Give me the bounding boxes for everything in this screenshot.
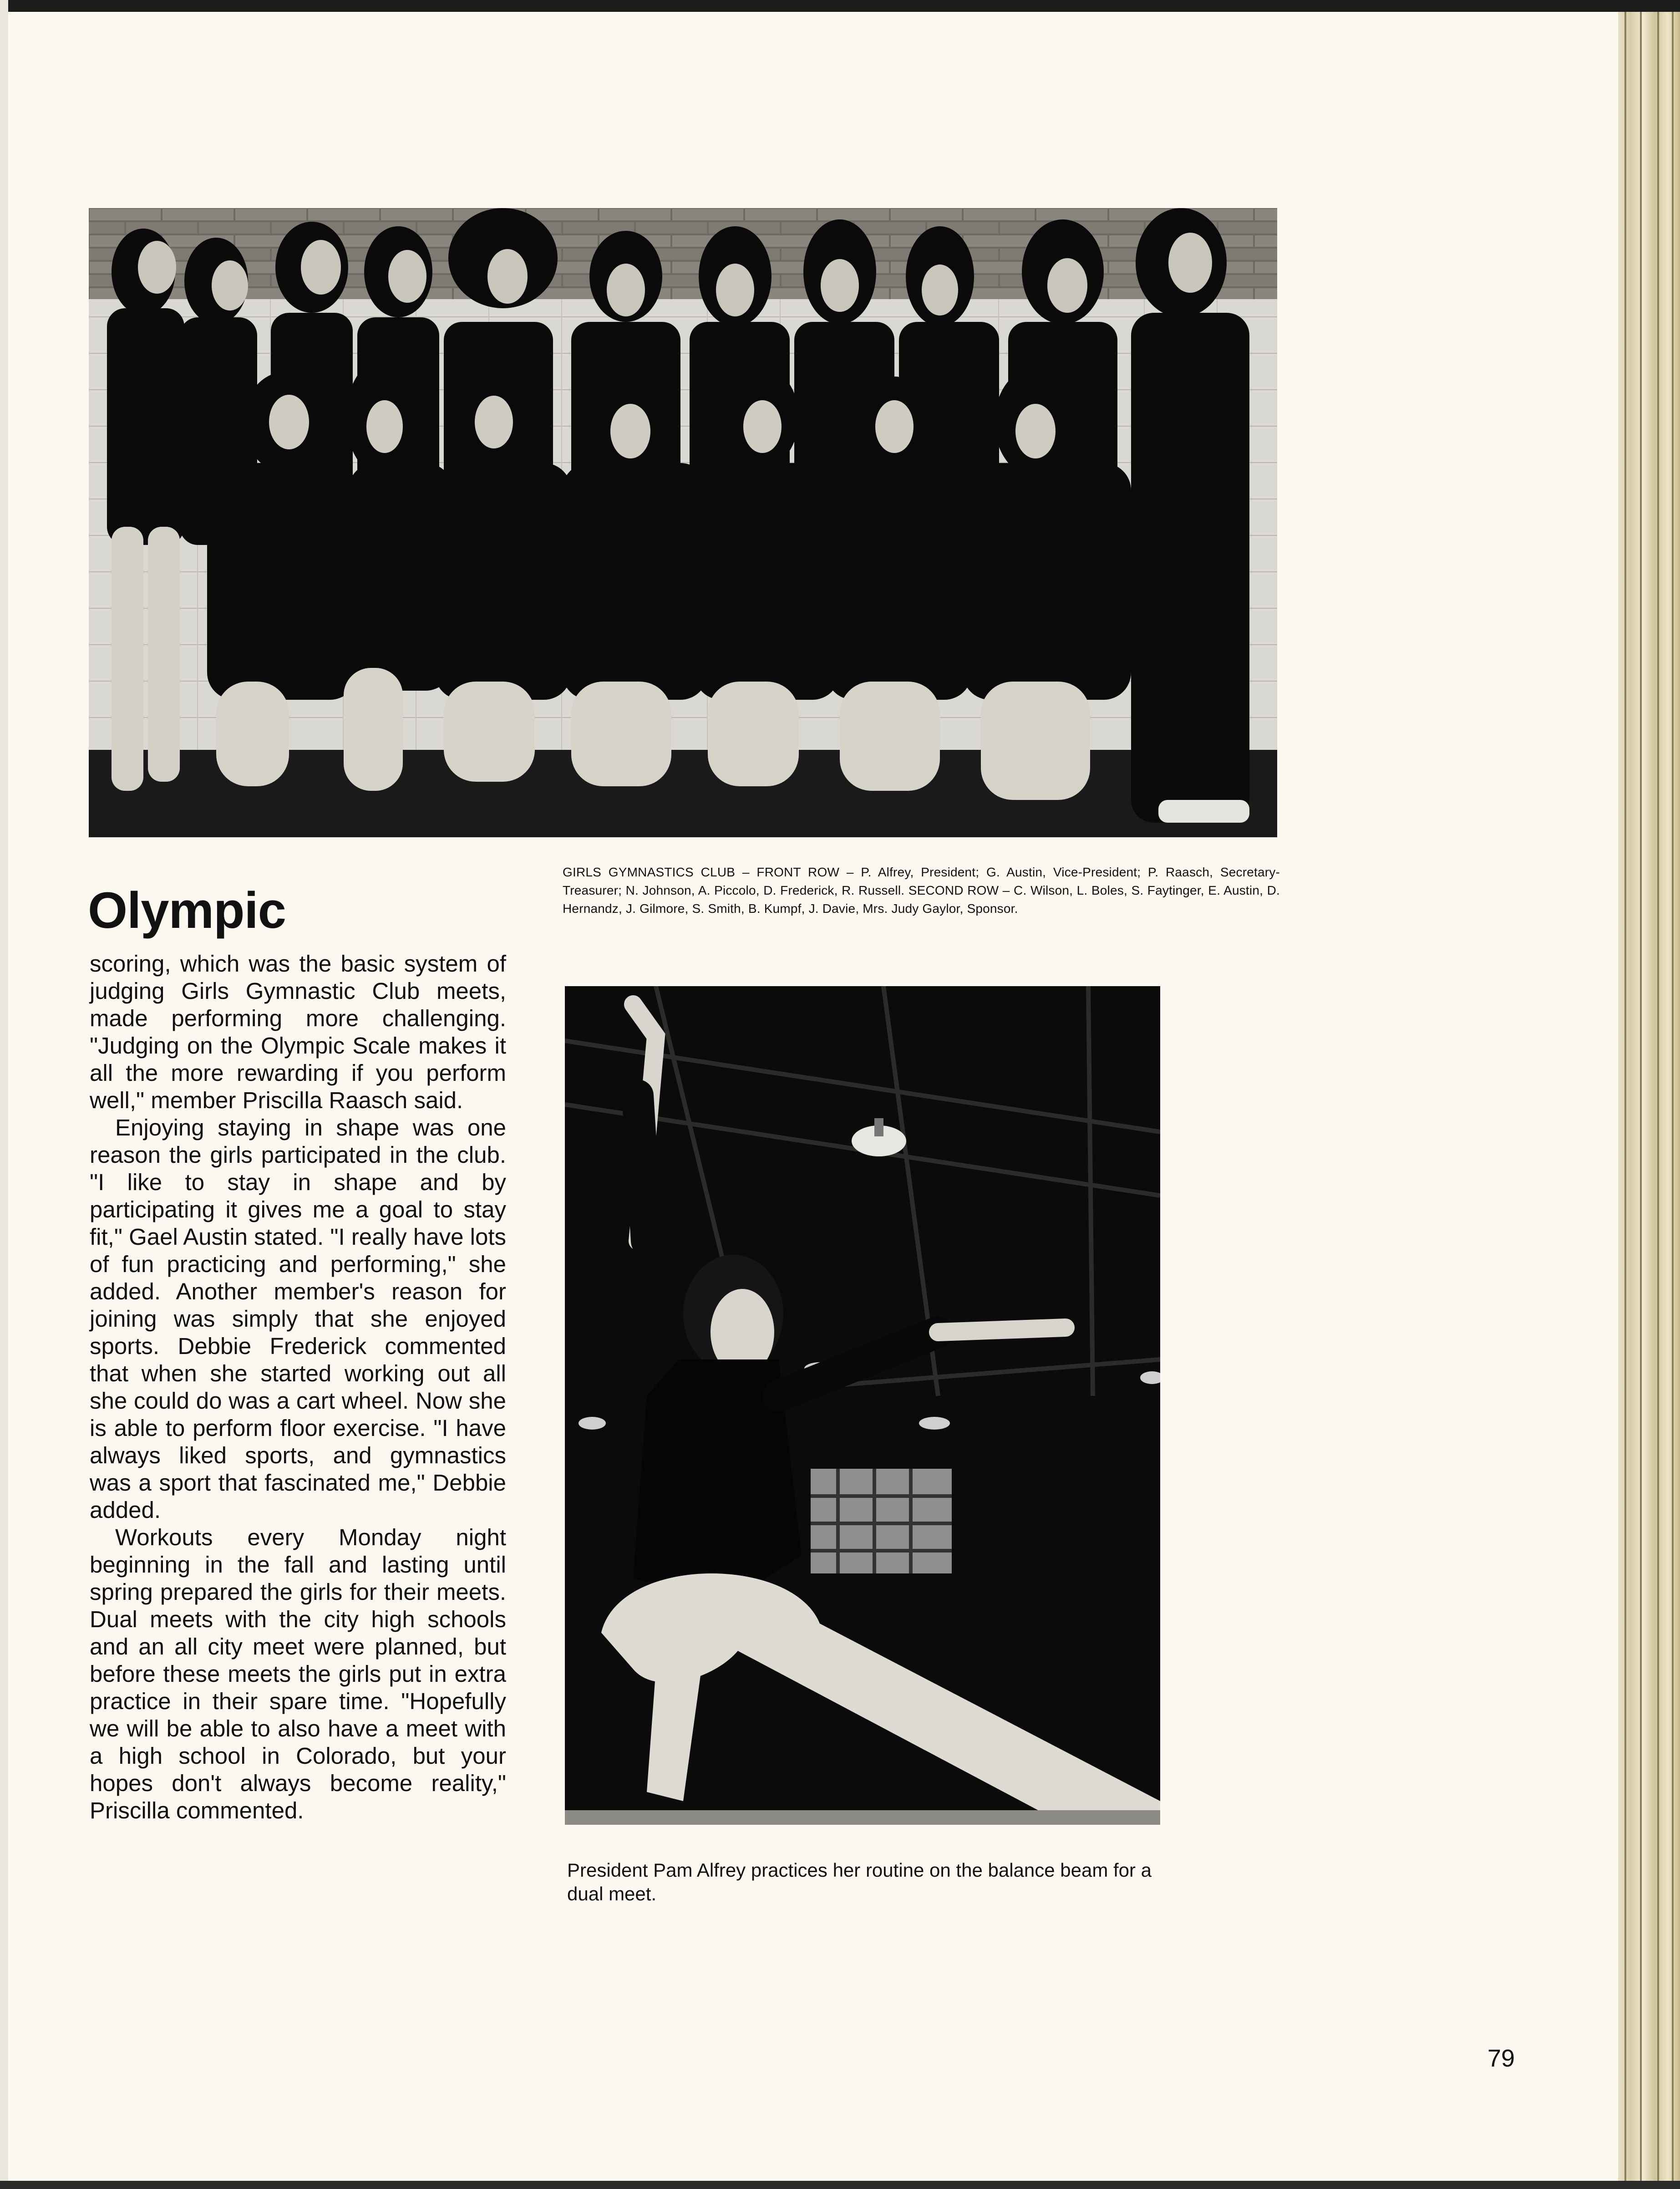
- team-photo-illustration: [89, 208, 1277, 837]
- balance-beam-caption: President Pam Alfrey practices her routine on the balance beam for a dual meet.: [567, 1859, 1152, 1904]
- page-top-edge: [0, 0, 1680, 12]
- article-paragraph: Enjoying staying in shape was one reason the girls participated in the club. "I like to stay in shape and by participating it gives me a goal to stay fit," Gael Austin stated. "I really have lots of fun practicing and performing," she added. Another member's reason for joining was simply that she enjoyed sports. Debbie Frederick commented that when she started working out all she could do was a cart wheel. Now she is able to perform floor exercise. "I have always liked sports, and gymnastics was a sport that fascinated me," Debbie added.: [90, 1115, 506, 1523]
- balance-beam-illustration: [565, 986, 1160, 1825]
- article-paragraph: Workouts every Monday night beginning in the fall and lasting until spring prepared the girls for their meets. Dual meets with the city high schools and an all city meet were planned, but before these meets the girls put in extra practice in their spare time. "Hopefully we will be able to also have a meet with a high school in Colorado, but your hopes don't always become reality," Priscilla commented.: [90, 1524, 506, 1823]
- balance-beam-photo: [565, 986, 1160, 1825]
- article-body: [90, 950, 506, 1824]
- page-number: 79: [1487, 2045, 1515, 2072]
- team-photo-caption: GIRLS GYMNASTICS CLUB – FRONT ROW – P. Alfrey, President; G. Austin, Vice-President; P. Raasch, Secretary-Treasurer; N. Johnson, A. Piccolo, D. Frederick, R. Russell. SECOND ROW – C. Wilson, L. Boles, S. Faytinger, E. Austin, D. Hernandz, J. Gilmore, S. Smith, B. Kumpf, J. Davie, Mrs. Judy Gaylor, Sponsor.: [563, 865, 1280, 916]
- page-headline: Olympic: [88, 882, 286, 939]
- article-paragraph: scoring, which was the basic system of judging Girls Gymnastic Club meets, made performing more challenging. "Judging on the Olympic Scale makes it all the more rewarding if you perform well," member Priscilla Raasch said.: [90, 951, 506, 1113]
- page-bottom-edge: [0, 2181, 1680, 2189]
- page-left-edge: [0, 0, 8, 2189]
- team-photo: [89, 208, 1277, 837]
- book-page-edges: [1618, 12, 1680, 2181]
